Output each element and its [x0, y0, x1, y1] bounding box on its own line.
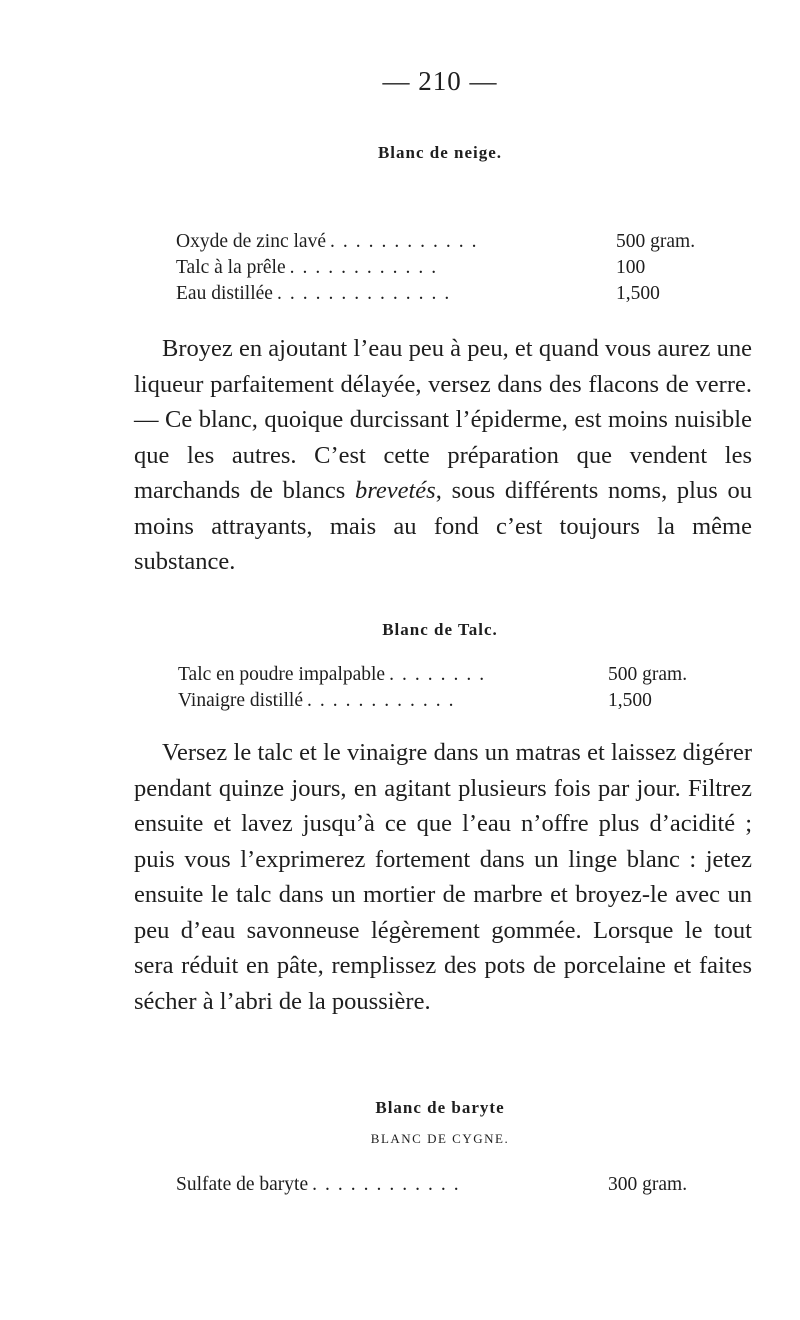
page-number: — 210 —	[382, 66, 498, 96]
leader-dots: ............	[329, 231, 485, 252]
ingredient-quantity: 500 gram.	[608, 664, 688, 685]
recipe-blanc-de-talc	[178, 662, 687, 714]
ingredient-name: Oxyde de zinc lavé	[176, 231, 326, 252]
recipe-blanc-de-baryte	[176, 1172, 687, 1198]
leader-dots: ............	[307, 690, 462, 711]
ingredient-name: Talc en poudre impalpable	[178, 664, 386, 685]
paragraph-blanc-de-neige	[134, 331, 752, 580]
ingredient-quantity: 1,500	[616, 283, 660, 304]
recipe-row	[178, 688, 687, 714]
recipe-row	[178, 662, 687, 688]
section-title-blanc-de-talc: Blanc de Talc.	[382, 620, 498, 639]
section-subtitle-blanc-de-cygne: BLANC DE CYGNE.	[370, 1131, 510, 1146]
ingredient-name: Vinaigre distillé	[178, 690, 304, 711]
leader-dots: ........	[389, 664, 493, 685]
recipe-blanc-de-neige	[176, 229, 695, 307]
paragraph-text: Broyez en ajoutant l’eau peu à peu, et quand vous aurez une liqueur parfaitement délayée, versez dans des flacons de verre. — Ce blanc, quoique durcissant l’épiderme, est moins nuisible que les autres. C’est cette préparation que vendent les marchands de blancs	[134, 335, 752, 504]
leader-dots: ............	[289, 257, 445, 278]
section-title-blanc-de-baryte: Blanc de baryte	[375, 1098, 505, 1117]
ingredient-quantity: 100	[616, 257, 646, 278]
ingredient-name: Talc à la prêle	[176, 257, 286, 278]
paragraph-text: , sous différents noms, plus ou moins attrayants, mais au fond c’est toujours la même substance.	[134, 477, 752, 575]
paragraph-blanc-de-talc: Versez le talc et le vinaigre dans un matras et laissez digérer pendant quinze jours, en agitant plusieurs fois par jour. Filtrez ensuite et lavez jusqu’à ce que l’eau n’offre plus d’acidité ; puis vous l’exprimerez fortement dans un linge blanc : jetez ensuite le talc dans un mortier de marbre et broyez-le avec un peu d’eau savonneuse légèrement gommée. Lorsque le tout sera réduit en pâte, remplissez des pots de porcelaine et faites sécher à l’abri de la poussière.	[134, 739, 752, 1015]
ingredient-quantity: 500 gram.	[616, 231, 696, 252]
leader-dots: ..............	[276, 283, 458, 304]
ingredient-name: Sulfate de baryte	[176, 1174, 309, 1195]
recipe-row	[176, 281, 695, 307]
section-title-blanc-de-neige: Blanc de neige.	[377, 143, 503, 162]
ingredient-name: Eau distillée	[176, 283, 273, 304]
recipe-row	[176, 255, 695, 281]
ingredient-quantity: 300 gram.	[608, 1174, 688, 1195]
paragraph-emphasis: brevetés	[355, 477, 436, 504]
leader-dots: ............	[312, 1174, 467, 1195]
recipe-row	[176, 1172, 687, 1198]
recipe-row	[176, 229, 695, 255]
ingredient-quantity: 1,500	[608, 690, 652, 711]
